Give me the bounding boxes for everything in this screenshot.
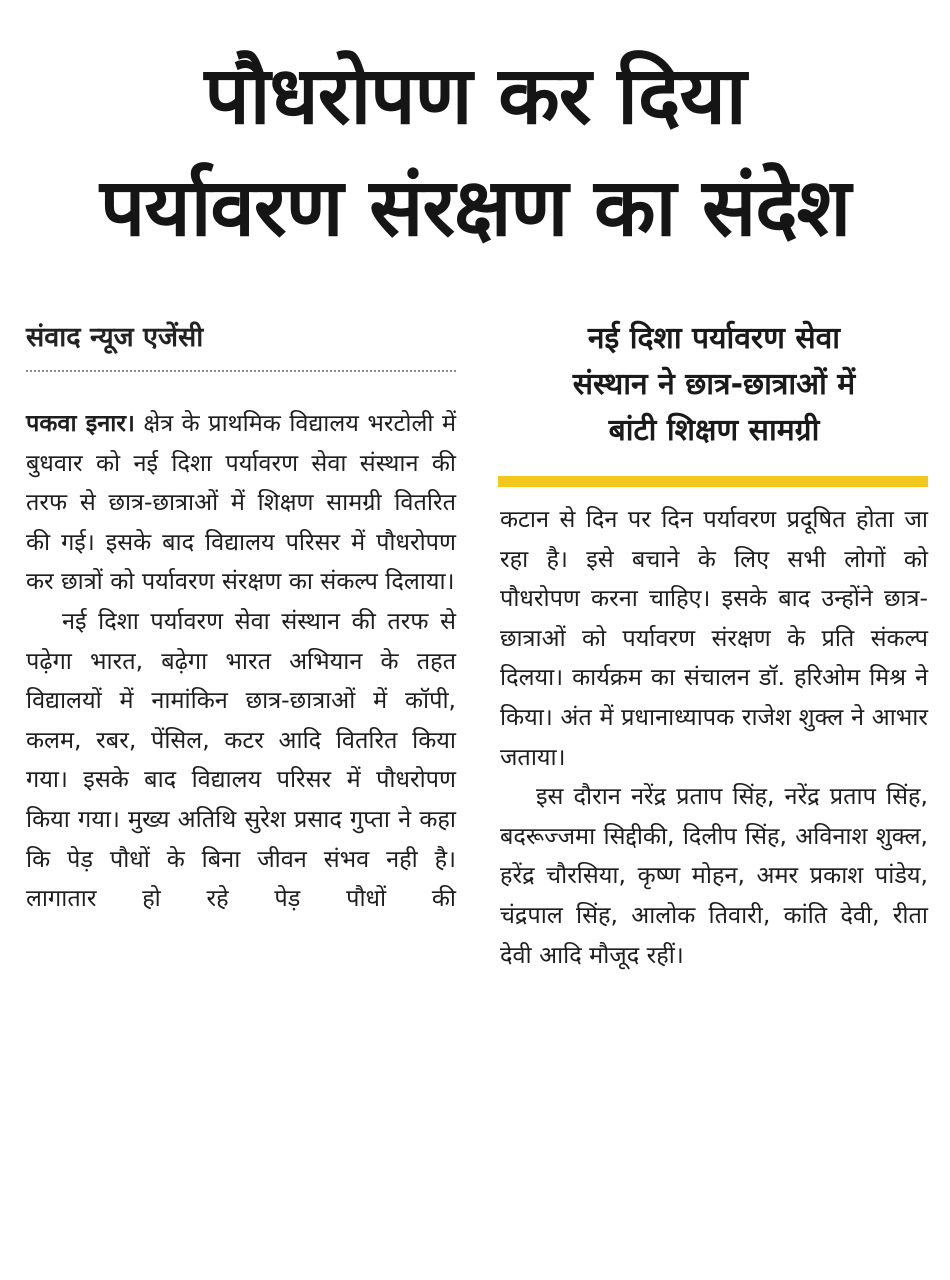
left-paragraph-2: नई दिशा पर्यावरण सेवा संस्थान की तरफ से पढ़ेगा भारत, बढ़ेगा भारत अभियान के तहत विद्यालयों में नामांकिन छात्र-छात्राओं में कॉपी, कलम, रबर, पेंसिल, कटर आदि वितरित किया गया। इसके बाद विद्यालय परिसर में पौधरोपण किया गया। मुख्य अतिथि सुरेश प्रसाद गुप्ता ने कहा कि पेड़ पौधों के बिना जीवन संभव नही है। लागातार हो रहे पेड़ पौधों की: [26, 606, 456, 913]
subheadline-line-2: संस्थान ने छात्र-छात्राओं में: [572, 367, 856, 402]
left-paragraph-1: [26, 404, 456, 602]
right-paragraph-2: इस दौरान नरेंद्र प्रताप सिंह, नरेंद्र प्रताप सिंह, बदरूज्जमा सिद्दीकी, दिलीप सिंह, अविनाश शुक्ल, हरेंद्र चौरसिया, कृष्ण मोहन, अमर प्रकाश पांडेय, चंद्रपाल सिंह, आलोक तिवारी, कांति देवी, रीता देवी आदि मौजूद रहीं।: [500, 782, 928, 969]
headline: [0, 40, 950, 264]
headline-line-1: पौधरोपण कर दिया: [204, 49, 746, 142]
headline-line-2: पर्यावरण संरक्षण का संदेश: [99, 161, 851, 254]
article-right-column: [500, 500, 928, 975]
subheadline-line-1: नई दिशा पर्यावरण सेवा: [587, 321, 841, 356]
byline: संवाद न्यूज एजेंसी: [26, 318, 456, 372]
article-left-column: [26, 404, 456, 919]
yellow-divider: [498, 476, 928, 487]
right-paragraph-1: कटान से दिन पर दिन पर्यावरण प्रदूषित होता जा रहा है। इसे बचाने के लिए सभी लोगों को पौधरोपण करना चाहिए। इसके बाद उन्होंने छात्र-छात्राओं को पर्यावरण संरक्षण के प्रति संकल्प दिलया। कार्यक्रम का संचालन डॉ. हरिओम मिश्र ने किया। अंत में प्रधानाध्यापक राजेश शुक्ल ने आभार जताया।: [500, 505, 928, 771]
dateline: पकवा इनार।: [26, 409, 135, 437]
left-paragraph-1-text: क्षेत्र के प्राथमिक विद्यालय भरटोली में बुधवार को नई दिशा पर्यावरण सेवा संस्थान की तरफ से छात्र-छात्राओं में शिक्षण सामग्री वितरित की गई। इसके बाद विद्यालय परिसर में पौधरोपण कर छात्रों को पर्यावरण संरक्षण का संकल्प दिलाया।: [26, 409, 457, 596]
subheadline: [498, 316, 930, 454]
subheadline-line-3: बांटी शिक्षण सामग्री: [608, 413, 820, 448]
